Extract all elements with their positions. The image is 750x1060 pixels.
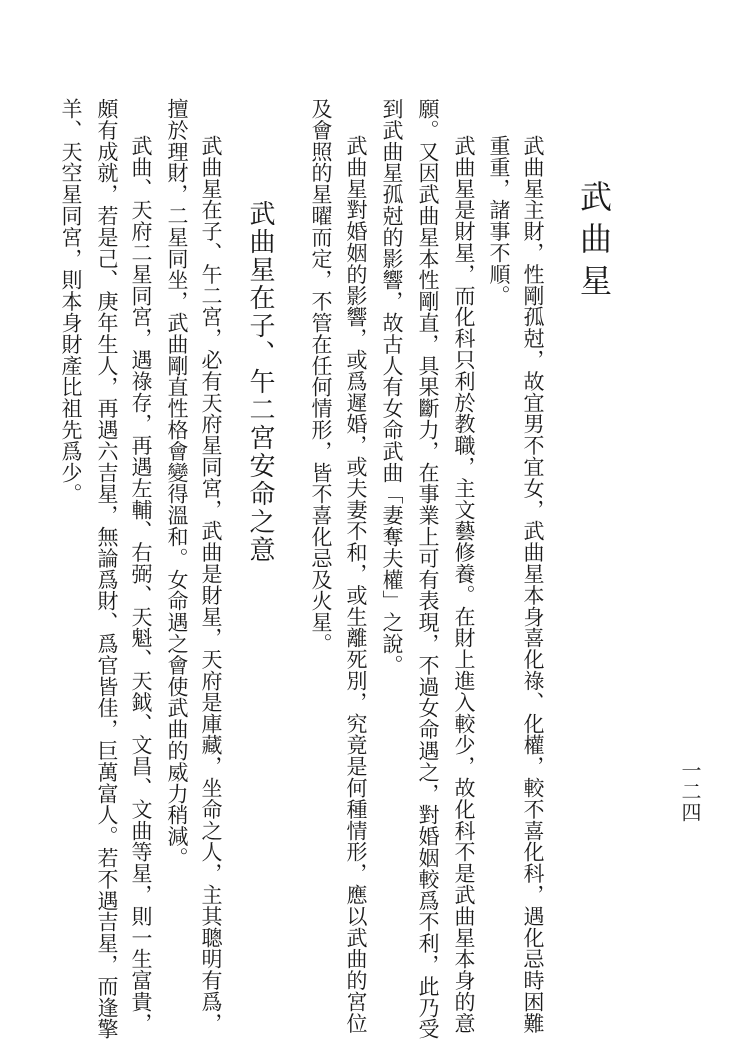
text-column: 重重，諸事不順。 <box>487 135 511 307</box>
text-column: 武曲、天府二星同宮，遇祿存，再遇左輔、右弼、天魁、天鉞、文昌、文曲等星，則一生富貴， <box>129 135 153 1034</box>
text-column: 頗有成就，若是己、庚年生人，再遇六吉星，無論爲財、爲官皆佳，巨萬富人。若不遇吉星，而逢擎 <box>95 98 119 1040</box>
text-column: 擅於理財，二星同坐，武曲剛直性格會變得溫和。女命遇之會使武曲的威力稍減。 <box>165 98 189 869</box>
page-number: 一二四 <box>678 760 702 823</box>
text-column: 武曲星主財，性剛孤尅，故宜男不宜女，武曲星本身喜化祿、化權，較不喜化科，遇化忌時困難 <box>521 135 545 1034</box>
text-column: 羊、天空星同宮，則本身財產比祖先爲少。 <box>59 98 83 505</box>
text-column: 武曲星是財星，而化科只利於教職，主文藝修養。在財上進入較少，故化科不是武曲星本身的意 <box>452 135 476 1034</box>
text-column: 武曲星在子、午二宮，必有天府星同宮，武曲是財星，天府是庫藏，坐命之人，主其聰明有爲， <box>199 135 223 1034</box>
text-column: 願。又因武曲星本性剛直，具果斷力，在事業上可有表現，不過女命遇之，對婚姻較爲不利，此乃受 <box>416 98 440 1040</box>
text-column: 及會照的星曜而定，不管在任何情形，皆不喜化忌及火星。 <box>309 98 333 655</box>
text-column: 武曲星對婚姻的影響，或爲遲婚，或夫妻不和，或生離死別，究竟是何種情形，應以武曲的宮位 <box>344 135 368 1034</box>
chapter-title: 武曲星 <box>575 180 613 306</box>
text-column: 到武曲星孤尅的影響，故古人有女命武曲「妻奪夫權」之說。 <box>380 98 404 676</box>
section-heading: 武曲星在子、午二宮安命之意 <box>245 200 275 564</box>
